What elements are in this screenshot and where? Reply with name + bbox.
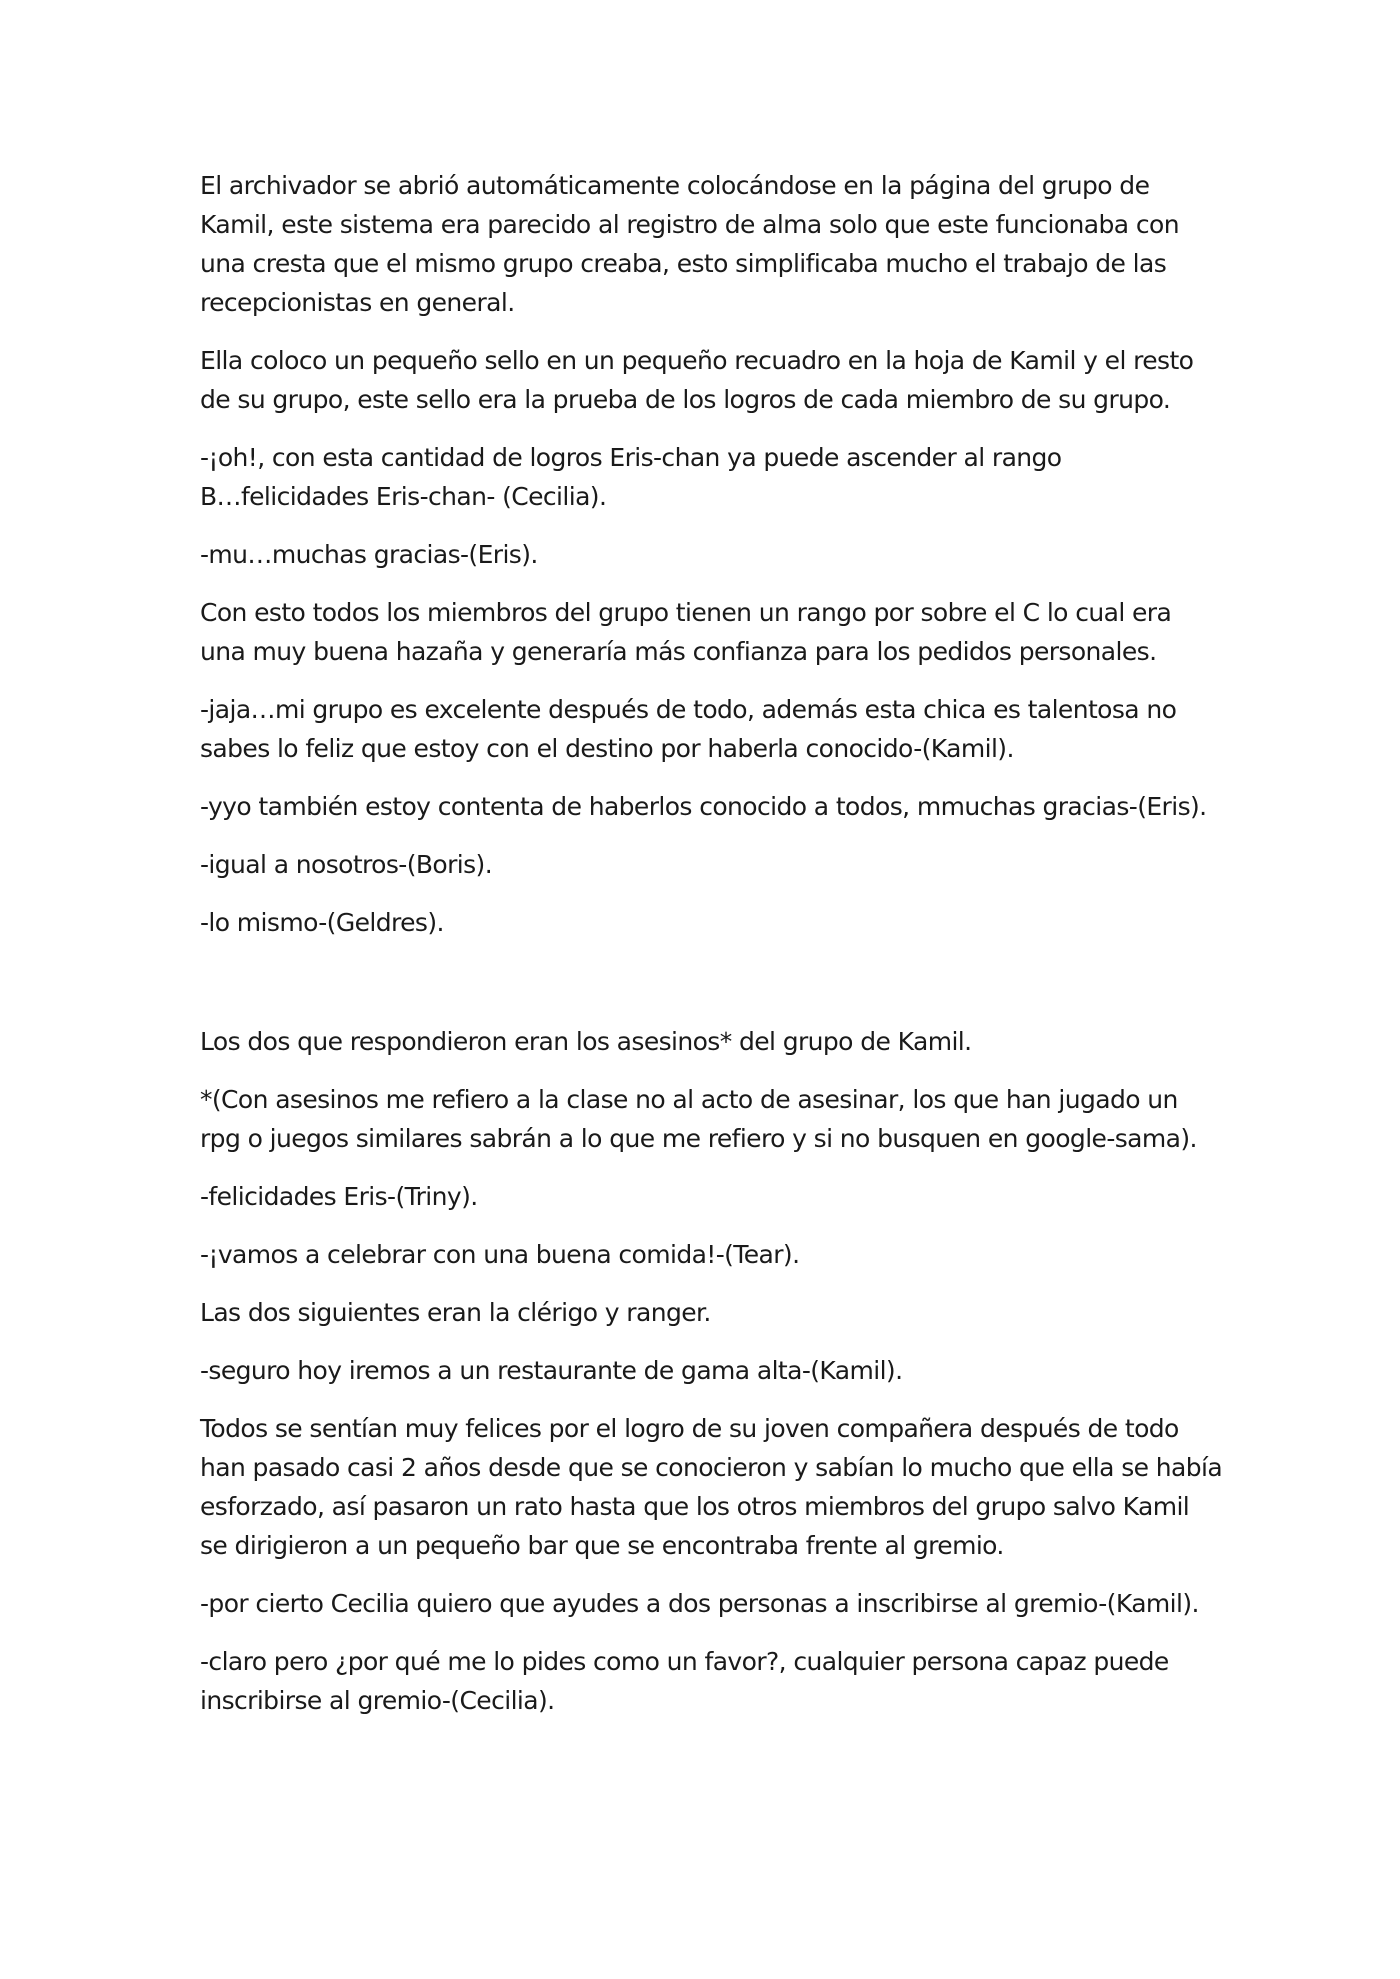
text-line: recepcionistas en general. (200, 288, 515, 317)
text-line: -seguro hoy iremos a un restaurante de gama alta-(Kamil). (200, 1356, 903, 1385)
paragraph (200, 1080, 1210, 1158)
paragraph (200, 1293, 1210, 1332)
paragraph (200, 341, 1210, 419)
text-line: -igual a nosotros-(Boris). (200, 850, 493, 879)
paragraph (200, 438, 1210, 516)
text-line: una cresta que el mismo grupo creaba, esto simplificaba mucho el trabajo de las (200, 249, 1167, 278)
paragraph (200, 903, 1210, 942)
paragraph (200, 1177, 1210, 1216)
section-top (200, 166, 1210, 942)
text-line: -mu…muchas gracias-(Eris). (200, 540, 538, 569)
text-line: -lo mismo-(Geldres). (200, 908, 444, 937)
paragraph (200, 1409, 1223, 1565)
paragraph (200, 787, 1210, 826)
text-line: inscribirse al gremio-(Cecilia). (200, 1686, 555, 1715)
paragraph (200, 1235, 1210, 1274)
paragraph (200, 845, 1210, 884)
text-line: sabes lo feliz que estoy con el destino por haberla conocido-(Kamil). (200, 734, 1014, 763)
text-line: han pasado casi 2 años desde que se conocieron y sabían lo mucho que ella se había (200, 1453, 1223, 1482)
text-line: Con esto todos los miembros del grupo tienen un rango por sobre el C lo cual era (200, 598, 1172, 627)
paragraph (200, 535, 1210, 574)
paragraph (200, 593, 1210, 671)
text-line: -claro pero ¿por qué me lo pides como un favor?, cualquier persona capaz puede (200, 1647, 1169, 1676)
section-bottom (200, 1022, 1223, 1720)
text-line: de su grupo, este sello era la prueba de los logros de cada miembro de su grupo. (200, 385, 1171, 414)
paragraph (200, 1351, 1210, 1390)
text-line: Ella coloco un pequeño sello en un pequeño recuadro en la hoja de Kamil y el resto (200, 346, 1194, 375)
document-body (200, 166, 1223, 1739)
text-line: -felicidades Eris-(Triny). (200, 1182, 478, 1211)
text-line: se dirigieron a un pequeño bar que se encontraba frente al gremio. (200, 1531, 1004, 1560)
text-line: -¡vamos a celebrar con una buena comida!-(Tear). (200, 1240, 800, 1269)
text-line: -yyo también estoy contenta de haberlos conocido a todos, mmuchas gracias-(Eris). (200, 792, 1207, 821)
text-line: -jaja…mi grupo es excelente después de todo, además esta chica es talentosa no (200, 695, 1177, 724)
text-line: Kamil, este sistema era parecido al registro de alma solo que este funcionaba con (200, 210, 1179, 239)
paragraph (200, 166, 1210, 322)
paragraph (200, 1022, 1210, 1061)
text-line: *(Con asesinos me refiero a la clase no al acto de asesinar, los que han jugado un (200, 1085, 1178, 1114)
text-line: esforzado, así pasaron un rato hasta que los otros miembros del grupo salvo Kamil (200, 1492, 1190, 1521)
text-line: -¡oh!, con esta cantidad de logros Eris-chan ya puede ascender al rango (200, 443, 1062, 472)
text-line: Los dos que respondieron eran los asesinos* del grupo de Kamil. (200, 1027, 972, 1056)
text-line: rpg o juegos similares sabrán a lo que me refiero y si no busquen en google-sama). (200, 1124, 1197, 1153)
text-line: una muy buena hazaña y generaría más confianza para los pedidos personales. (200, 637, 1157, 666)
section-gap (200, 961, 1210, 1022)
text-line: Las dos siguientes eran la clérigo y ranger. (200, 1298, 711, 1327)
text-line: B…felicidades Eris-chan- (Cecilia). (200, 482, 607, 511)
text-line: El archivador se abrió automáticamente colocándose en la página del grupo de (200, 171, 1150, 200)
paragraph (200, 1642, 1210, 1720)
paragraph (200, 1584, 1210, 1623)
text-line: Todos se sentían muy felices por el logro de su joven compañera después de todo (200, 1414, 1179, 1443)
paragraph (200, 690, 1210, 768)
text-line: -por cierto Cecilia quiero que ayudes a dos personas a inscribirse al gremio-(Kamil). (200, 1589, 1199, 1618)
